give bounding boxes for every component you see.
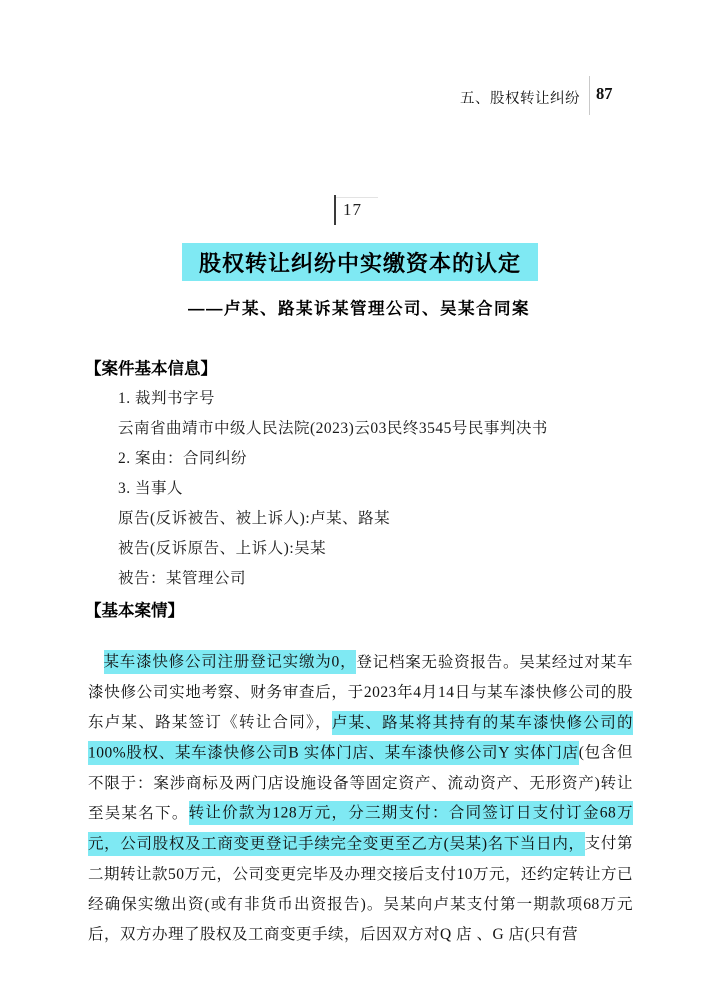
title-highlight-bar [182, 243, 538, 281]
case-info-item-judgment-no-label: 1. 裁判书字号 [118, 390, 216, 407]
case-info-item-plaintiffs: 原告(反诉被告、被上诉人):卢某、路某 [118, 510, 391, 527]
facts-run-highlighted: 卢某、路某将其持有的某车漆快修公司的100%股权、某车漆快修公司B 实体门店、某车漆快修公司Y 实体门店 [88, 711, 633, 765]
case-info-item-defendant-1: 被告(反诉原告、上诉人):吴某 [118, 540, 327, 557]
case-info-item-parties-label: 3. 当事人 [118, 480, 184, 497]
basic-facts-paragraph [88, 648, 633, 951]
facts-run-plain: (包含但不限于：案涉商标及两门店设施设备等固定资产、流动资产、无形资产)转让至吴某名下。 [88, 744, 633, 822]
document-subtitle: ——卢某、路某诉某管理公司、吴某合同案 [188, 300, 530, 318]
facts-run-highlighted: 转让价款为128万元，分三期支付：合同签订日支付订金68万元，公司股权及工商变更登记手续完全变更至乙方(吴某)名下当日内， [88, 801, 633, 855]
case-number: 17 [343, 200, 362, 219]
case-number-marker [334, 195, 362, 225]
header-divider-line [589, 76, 590, 115]
facts-run-highlighted: 某车漆快修公司注册登记实缴为0， [104, 650, 357, 674]
section-heading-basic-facts: 【基本案情】 [85, 602, 184, 620]
case-info-item-judgment-no-value: 云南省曲靖市中级人民法院(2023)云03民终3545号民事判决书 [118, 420, 548, 437]
case-info-item-defendant-2: 被告：某管理公司 [118, 570, 247, 587]
case-info-list [118, 384, 638, 594]
case-info-item-cause: 2. 案由：合同纠纷 [118, 450, 248, 467]
marker-top-rule [336, 197, 378, 198]
section-heading-case-info: 【案件基本信息】 [85, 360, 217, 378]
facts-run-plain: 登记档案无验资报告。吴某经过对某车漆快修公司实地考察、财务审查后，于2023年4月14日与某车漆快修公司的股东卢某、路某签订《转让合同》， [88, 653, 633, 732]
document-title: 股权转让纠纷中实缴资本的认定 [198, 250, 521, 276]
facts-run-plain: 支付第二期转让款50万元，公司变更完毕及办理交接后支付10万元，还约定转让方已经确保实缴出资(或有非货币出资报告)。吴某向卢某支付第一期款项68万元后，双方办理了股权及工商变更手续，后因双方对Q 店 、G 店(只有营 [88, 835, 634, 944]
page-number: 87 [596, 84, 613, 103]
running-header-section-title: 五、股权转让纠纷 [460, 91, 580, 107]
